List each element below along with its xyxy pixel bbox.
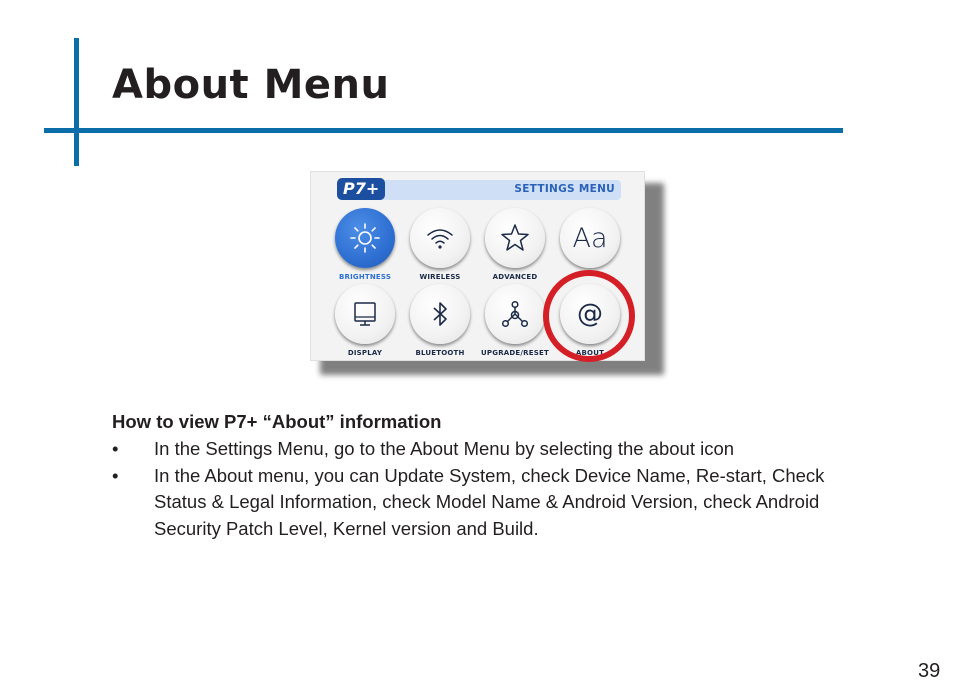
brightness-button[interactable] [335, 208, 395, 268]
tile-label-brightness: BRIGHTNESS [338, 273, 392, 281]
tile-label-upgrade-reset: UPGRADE/RESET [481, 349, 549, 357]
network-icon [498, 297, 532, 331]
section-subheading: How to view P7+ “About” information [112, 411, 442, 432]
settings-panel [310, 171, 645, 361]
tile-label-bluetooth: BLUETOOTH [415, 349, 465, 357]
upgrade-reset-button[interactable] [485, 284, 545, 344]
accent-vertical-bar [74, 38, 79, 166]
page-number: 39 [918, 660, 941, 682]
bluetooth-icon [423, 297, 457, 331]
bullet-icon: • [112, 464, 119, 486]
bluetooth-button[interactable] [410, 284, 470, 344]
instruction-list [112, 436, 852, 542]
tile-bluetooth[interactable] [402, 284, 478, 357]
settings-menu-screenshot [310, 171, 665, 376]
list-item-text: In the About menu, you can Update System, check Device Name, Re-start, Check Status & Legal Information, check Model Name & Android Version, check Android Security Patch Level, Kernel version and Build. [154, 464, 825, 539]
monitor-icon [348, 297, 382, 331]
tile-advanced[interactable] [477, 208, 553, 281]
tile-wireless[interactable] [402, 208, 478, 281]
wireless-button[interactable] [410, 208, 470, 268]
brand-logo: P7+ [337, 178, 385, 200]
accent-horizontal-rule [44, 128, 843, 133]
brightness-icon [348, 221, 382, 255]
display-button[interactable] [335, 284, 395, 344]
page-title: About Menu [112, 62, 390, 108]
at-icon: @ [577, 299, 603, 329]
tile-label-about: ABOUT [575, 349, 605, 357]
tile-label-wireless: WIRELESS [419, 273, 461, 281]
list-item-text: In the Settings Menu, go to the About Menu by selecting the about icon [154, 438, 735, 459]
tile-brightness[interactable] [327, 208, 403, 281]
tile-label-display: DISPLAY [347, 349, 383, 357]
list-item [112, 463, 852, 543]
tile-font[interactable] [552, 208, 628, 273]
tile-upgrade-reset[interactable] [477, 284, 553, 357]
advanced-button[interactable] [485, 208, 545, 268]
tile-label-advanced: ADVANCED [492, 273, 538, 281]
font-icon: Aa [572, 222, 608, 254]
font-button[interactable] [560, 208, 620, 268]
list-item [112, 436, 852, 463]
settings-menu-title: SETTINGS MENU [514, 183, 615, 195]
about-highlight-circle [543, 270, 635, 362]
wifi-icon [423, 221, 457, 255]
bullet-icon: • [112, 438, 119, 459]
tile-display[interactable] [327, 284, 403, 357]
star-icon [498, 221, 532, 255]
